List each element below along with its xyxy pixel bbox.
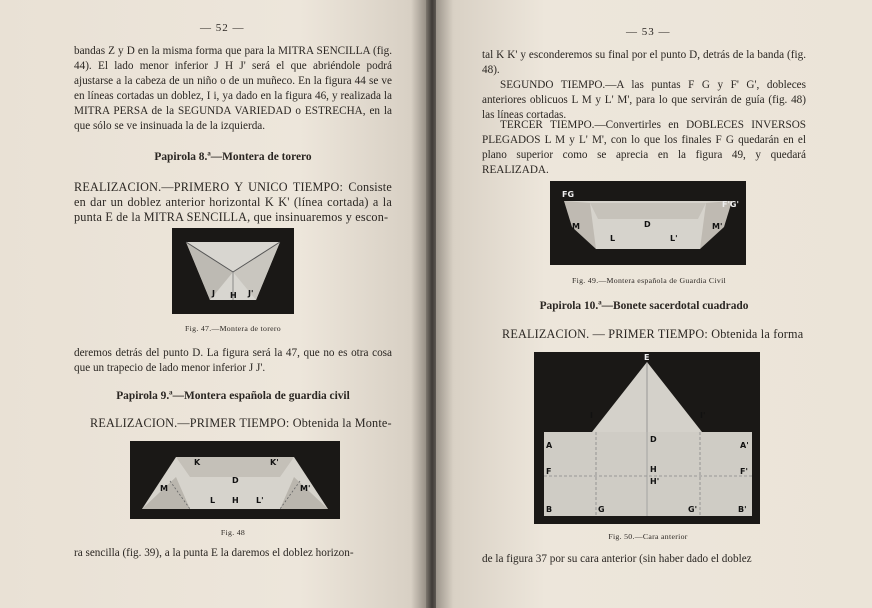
- left-page: [0, 0, 428, 608]
- paragraph: REALIZACION. — PRIMER TIEMPO: Obtenida la forma: [502, 327, 804, 341]
- page-number: — 52 —: [200, 22, 245, 34]
- fig-label: H': [650, 477, 660, 486]
- fig-label: L: [210, 496, 216, 505]
- paragraph: bandas Z y D en la misma forma que para la MITRA SENCILLA (fig. 44). El lado menor inferior J H J' será el que abriéndole podrá ajustarse a la cabeza de un niño o de un muñeco. En la figura 44 se ve en líneas cortadas un doblez, I i, ya dado en la figura 46, y realizada la MITRA PERSA de la SEGUNDA VARIEDAD o ESTRECHA, en la que sólo se ve insinuada la de la izquierda.: [74, 45, 392, 132]
- figure-caption: Fig. 47.—Montera de torero: [185, 324, 281, 333]
- fig-label: K': [270, 458, 279, 467]
- fig-label: D: [232, 476, 239, 485]
- right-page: [436, 0, 872, 608]
- heading-papirola-10: Papirola 10.ª—Bonete sacerdotal cuadrado: [539, 300, 749, 312]
- paragraph: SEGUNDO TIEMPO.—A las puntas F G y F' G', dobleces anteriores oblicuos L M y L' M', para lo que servirán de guía (fig. 48) las líneas cortadas.: [482, 79, 806, 121]
- paragraph: TERCER TIEMPO.—Convertirles en DOBLECES INVERSOS PLEGADOS L M y L' M', con lo que los finales F G quedarán en el plano superior como se aprecia en la figura 49, y quedará REALIZADA.: [482, 119, 806, 176]
- fig-label: D: [644, 220, 651, 229]
- fig-label: L': [256, 496, 264, 505]
- figure-50-photo: [534, 352, 760, 524]
- fig-label: G': [688, 505, 698, 514]
- fig-label: F: [546, 467, 552, 476]
- fig-label: K: [194, 458, 201, 467]
- fig-label: I': [700, 411, 706, 420]
- fig-label: H: [230, 291, 237, 300]
- fig-label: G: [598, 505, 605, 514]
- fig-label: A: [546, 441, 553, 450]
- figure-48-photo: [130, 441, 340, 519]
- fig-label: L': [670, 234, 678, 243]
- heading-papirola-8: Papirola 8.ª—Montera de torero: [154, 151, 312, 163]
- fig-label: F'G': [722, 200, 739, 209]
- fig-label: B': [738, 505, 747, 514]
- fig-label: H: [650, 465, 657, 474]
- fig-label: A': [740, 441, 749, 450]
- figure-47-photo: [172, 228, 294, 314]
- fig-label: J: [212, 289, 215, 298]
- paragraph: tal K K' y esconderemos su final por el punto D, detrás de la banda (fig. 48).: [482, 49, 806, 76]
- fig-label: J': [248, 289, 254, 298]
- paragraph: REALIZACION.—PRIMER TIEMPO: Obtenida la Monte-: [90, 416, 392, 430]
- fig-label: H: [232, 496, 239, 505]
- fig-label: F': [740, 467, 748, 476]
- heading-papirola-9: Papirola 9.ª—Montera española de guardia civil: [116, 390, 350, 402]
- figure-caption: Fig. 48: [220, 528, 246, 537]
- fig-label: I: [590, 411, 593, 420]
- fig-label: M': [712, 222, 723, 231]
- paragraph: REALIZACION.—PRIMERO Y UNICO TIEMPO: Consiste en dar un doblez anterior horizontal K K' (línea cortada) a la punta E de la MITRA SENCILLA, que insinuaremos y escon-: [74, 180, 392, 224]
- paragraph: deremos detrás del punto D. La figura será la 47, que no es otra cosa que un trapecio de lado menor inferior J J'.: [74, 347, 392, 374]
- figure-49-photo: [550, 181, 746, 265]
- fig-label: M': [300, 484, 311, 493]
- fig-label: D: [650, 435, 657, 444]
- figure-caption: Fig. 49.—Montera española de Guardia Civil: [572, 276, 726, 285]
- fig-label: E: [644, 353, 650, 362]
- fig-label: M: [160, 484, 168, 493]
- fig-label: FG: [562, 190, 575, 199]
- page-number: — 53 —: [626, 26, 671, 38]
- fig-label: L: [610, 234, 616, 243]
- figure-caption: Fig. 50.—Cara anterior: [608, 532, 688, 541]
- fig-label: M: [572, 222, 580, 231]
- paragraph: ra sencilla (fig. 39), a la punta E la daremos el doblez horizon-: [74, 547, 354, 559]
- paragraph: de la figura 37 por su cara anterior (sin haber dado el doblez: [482, 553, 752, 565]
- fig-label: B: [546, 505, 553, 514]
